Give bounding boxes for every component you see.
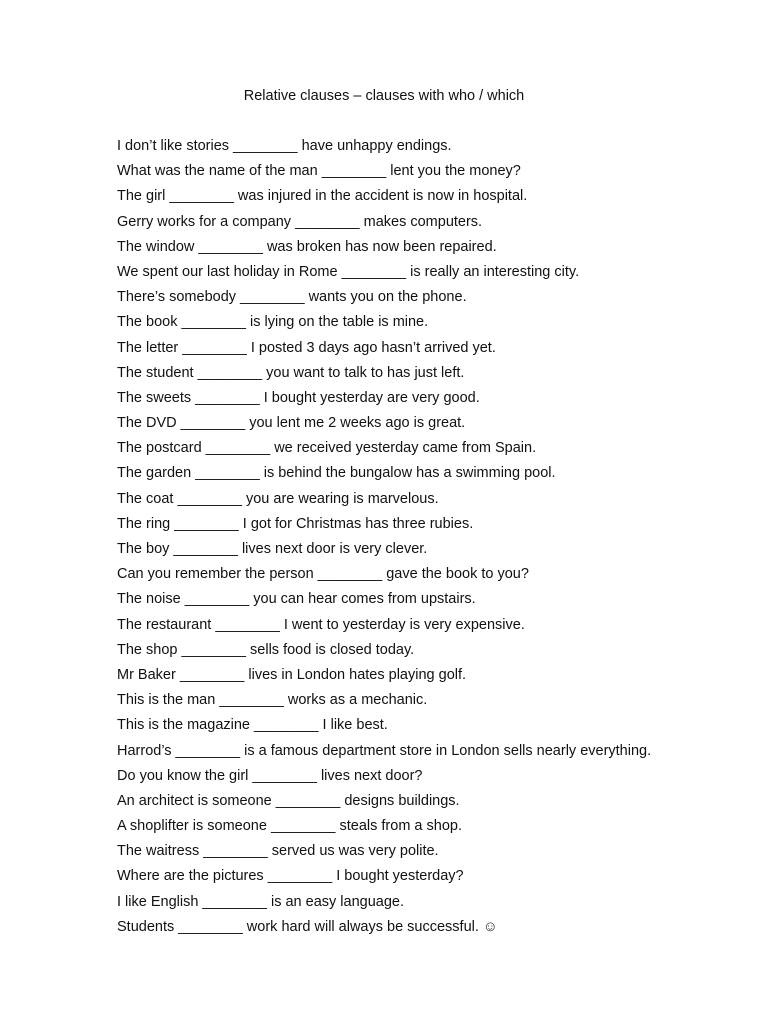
- exercise-sentence: Gerry works for a company ________ makes computers.: [117, 213, 483, 230]
- exercise-sentence: There’s somebody ________ wants you on the phone.: [117, 289, 467, 306]
- exercise-sentence: Can you remember the person ________ gave the book to you?: [117, 566, 529, 583]
- exercise-sentence: This is the man ________ works as a mechanic.: [117, 692, 428, 709]
- exercise-sentence: A shoplifter is someone ________ steals from a shop.: [117, 818, 462, 835]
- exercise-sentence: I like English ________ is an easy language.: [117, 893, 404, 910]
- exercise-sentence: The ring ________ I got for Christmas has three rubies.: [117, 515, 474, 532]
- exercise-sentence: Harrod’s ________ is a famous department store in London sells nearly everything.: [117, 742, 652, 759]
- exercise-sentence: The student ________ you want to talk to has just left.: [117, 364, 465, 381]
- exercise-sentence: The boy ________ lives next door is very clever.: [117, 541, 428, 557]
- exercise-sentence: An architect is someone ________ designs buildings.: [117, 792, 460, 809]
- exercise-sentence: The girl ________ was injured in the accident is now in hospital.: [117, 188, 528, 205]
- exercise-sentence: The waitress ________ served us was very polite.: [117, 843, 439, 860]
- exercise-sentence: The restaurant ________ I went to yesterday is very expensive.: [117, 616, 525, 633]
- exercise-sentence: The shop ________ sells food is closed today.: [117, 641, 415, 658]
- worksheet-title: Relative clauses – clauses with who / which: [243, 88, 525, 104]
- exercise-sentence: The noise ________ you can hear comes from upstairs.: [117, 591, 476, 608]
- exercise-sentence: Mr Baker ________ lives in London hates playing golf.: [117, 666, 467, 683]
- exercise-sentence: The sweets ________ I bought yesterday are very good.: [117, 389, 480, 406]
- exercise-sentence: The DVD ________ you lent me 2 weeks ago is great.: [117, 415, 466, 432]
- exercise-sentence: The letter ________ I posted 3 days ago hasn’t arrived yet.: [117, 339, 496, 356]
- exercise-sentence: Students ________ work hard will always be successful. ☺: [117, 918, 498, 935]
- exercise-sentence: The garden ________ is behind the bungalow has a swimming pool.: [117, 465, 556, 482]
- exercise-sentence: The coat ________ you are wearing is marvelous.: [117, 490, 439, 507]
- exercise-sentence: Where are the pictures ________ I bought yesterday?: [117, 868, 464, 885]
- exercise-sentence: What was the name of the man ________ lent you the money?: [117, 163, 521, 180]
- sentence-list: [117, 137, 651, 943]
- exercise-sentence: The book ________ is lying on the table is mine.: [117, 314, 429, 331]
- exercise-sentence: This is the magazine ________ I like best.: [117, 717, 388, 734]
- exercise-sentence: The postcard ________ we received yesterday came from Spain.: [117, 440, 537, 457]
- exercise-sentence: The window ________ was broken has now been repaired.: [117, 238, 497, 255]
- exercise-sentence: Do you know the girl ________ lives next door?: [117, 767, 423, 784]
- exercise-sentence: I don’t like stories ________ have unhappy endings.: [117, 138, 452, 154]
- exercise-sentence: We spent our last holiday in Rome ________ is really an interesting city.: [117, 263, 580, 280]
